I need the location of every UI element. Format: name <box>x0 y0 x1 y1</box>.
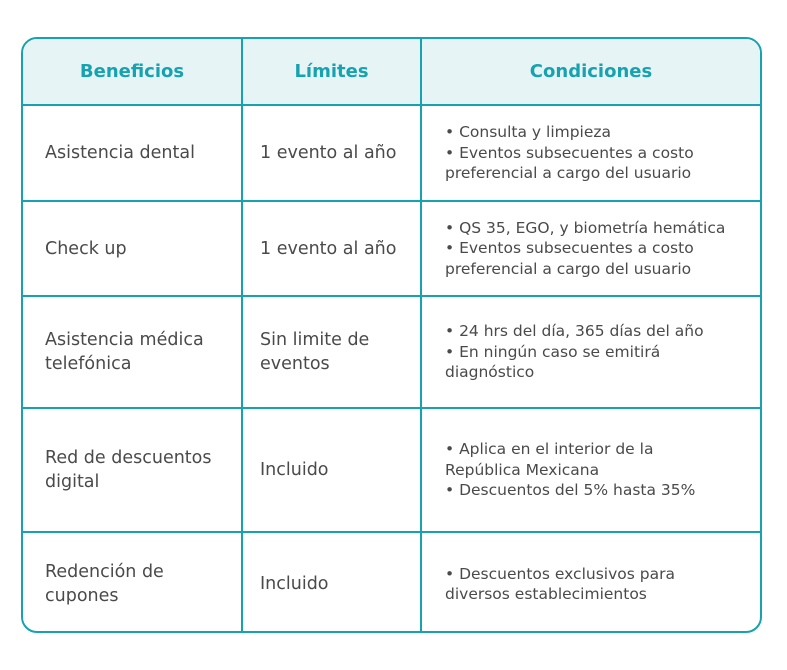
condition-line: preferencial a cargo del usuario <box>445 259 692 278</box>
benefit-cell: Redención de cupones <box>23 532 242 633</box>
condition-line: • Aplica en el interior de la <box>445 440 654 459</box>
limit-cell: Sin limite de eventos <box>242 296 421 408</box>
benefit-cell: Asistencia dental <box>23 105 242 201</box>
condition-line: diagnóstico <box>445 363 535 382</box>
table-row <box>23 532 760 633</box>
condition-line: preferencial a cargo del usuario <box>445 164 692 183</box>
condition-line: • 24 hrs del día, 365 días del año <box>445 322 704 341</box>
table-header-row <box>23 39 760 105</box>
benefits-table <box>23 39 760 633</box>
header-beneficios: Beneficios <box>23 39 242 105</box>
condition-line: • Eventos subsecuentes a costo <box>445 239 694 258</box>
condition-line: • Eventos subsecuentes a costo <box>445 143 694 162</box>
benefit-cell: Check up <box>23 201 242 296</box>
header-condiciones: Condiciones <box>421 39 760 105</box>
benefits-table-card <box>21 37 762 633</box>
table-row <box>23 296 760 408</box>
conditions-cell <box>421 105 760 201</box>
limit-cell: 1 evento al año <box>242 201 421 296</box>
conditions-cell <box>421 296 760 408</box>
condition-line: • Consulta y limpieza <box>445 123 612 142</box>
table-row <box>23 105 760 201</box>
benefit-cell: Red de descuentos digital <box>23 408 242 532</box>
limit-cell: 1 evento al año <box>242 105 421 201</box>
condition-line: • En ningún caso se emitirá <box>445 342 661 361</box>
condition-line: • QS 35, EGO, y biometría hemática <box>445 218 726 237</box>
limit-cell: Incluido <box>242 408 421 532</box>
conditions-cell <box>421 408 760 532</box>
condition-line: República Mexicana <box>445 460 600 479</box>
condition-line: • Descuentos exclusivos para <box>445 564 675 583</box>
condition-line: • Descuentos del 5% hasta 35% <box>445 481 696 500</box>
conditions-cell <box>421 532 760 633</box>
table-row <box>23 201 760 296</box>
condition-line: diversos establecimientos <box>445 585 647 603</box>
limit-cell: Incluido <box>242 532 421 633</box>
header-limites: Límites <box>242 39 421 105</box>
benefit-cell: Asistencia médica telefónica <box>23 296 242 408</box>
conditions-cell <box>421 201 760 296</box>
table-row <box>23 408 760 532</box>
